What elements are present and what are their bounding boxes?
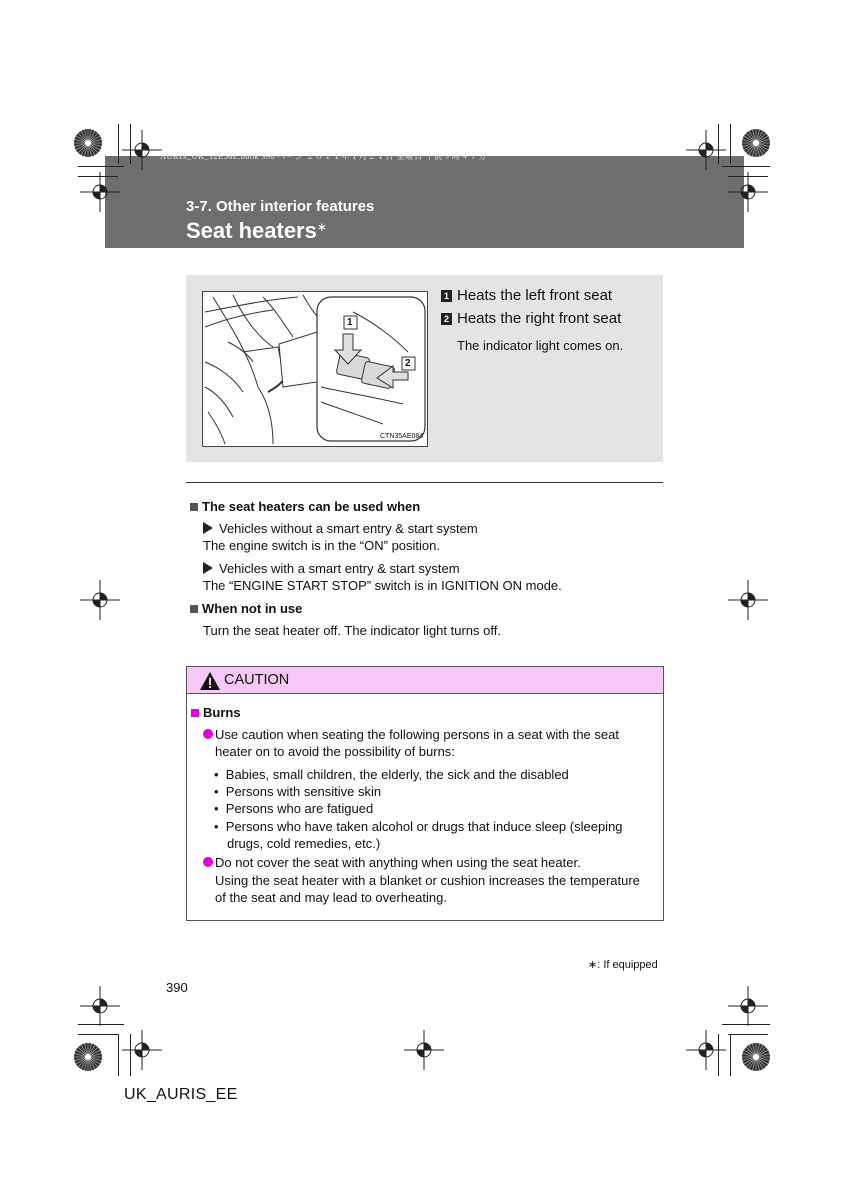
triangle-bullet-icon [203,522,213,534]
legend-text-2: Heats the right front seat [457,310,622,327]
equipped-mark: ∗ [316,220,327,234]
crop-mark [78,1024,124,1025]
legend-item-2 [441,310,621,327]
crop-mark [718,124,719,164]
file-info: AURIS_UK_12E58E.book 390 ページ ２０１１年１月２１日 金曜日 午前９時４７分 [160,151,487,161]
burns-heading [191,705,241,720]
usage-item-2-label [203,561,460,577]
document-code: UK_AURIS_EE [124,1086,238,1103]
crop-mark [118,1034,119,1076]
registration-starburst-icon [73,128,103,158]
registration-crosshair-icon [728,580,768,620]
usage-item-2-label-text: Vehicles with a smart entry & start system [219,561,460,576]
round-bullet-icon [203,729,213,739]
footnote [588,958,658,971]
caution-point-2-line-2: Using the seat heater with a blanket or cushion increases the temperature [215,873,640,888]
callout-2: 2 [405,358,411,369]
caution-list-text-5: drugs, cold remedies, etc.) [227,836,381,851]
page-title-text: Seat heaters [186,218,317,243]
caution-list-text-3: Persons who are fatigued [225,801,374,816]
caution-list-text-2: Persons with sensitive skin [225,784,382,799]
caution-point-2-line-1: Do not cover the seat with anything when using the seat heater. [215,855,581,870]
registration-crosshair-icon [686,130,726,170]
seat-heater-illustration [202,291,428,447]
registration-crosshair-icon [728,986,768,1026]
registration-crosshair-icon [80,172,120,212]
caution-list-item: • Persons with sensitive skin [214,784,382,799]
usage-item-2-text: The “ENGINE START STOP” switch is in IGNITION ON mode. [203,578,562,593]
divider-rule [186,482,663,483]
legend-num-2: 2 [441,313,452,325]
crop-mark [728,1034,768,1035]
registration-crosshair-icon [728,172,768,212]
footnote-text: : If equipped [597,959,658,971]
caution-point-1-line-2: heater on to avoid the possibility of burns: [215,744,455,759]
legend-num-1: 1 [441,290,452,302]
registration-crosshair-icon [404,1030,444,1070]
crop-mark [722,166,770,167]
registration-starburst-icon [73,1042,103,1072]
crop-mark [130,1034,131,1076]
registration-crosshair-icon [122,130,162,170]
indicator-note: The indicator light comes on. [457,338,624,353]
caution-list-text-1: Babies, small children, the elderly, the sick and the disabled [225,767,569,782]
registration-crosshair-icon [80,986,120,1026]
crop-mark [730,1034,731,1076]
footnote-mark: ∗ [588,959,598,971]
image-code: CTN35AE084 [380,433,424,440]
caution-point-2-line-3: of the seat and may lead to overheating. [215,890,447,905]
caution-list-item: • Persons who have taken alcohol or drugs that induce sleep (sleeping [214,819,623,834]
usage-heading [190,499,420,514]
crop-mark [722,1024,770,1025]
callout-1: 1 [347,317,353,328]
caution-point-1-line-1: Use caution when seating the following persons in a seat with the seat [215,727,619,742]
crop-mark [78,176,118,177]
caution-list-item: • Persons who are fatigued [214,801,374,816]
square-bullet-icon [190,503,198,511]
square-bullet-icon [190,605,198,613]
usage-item-1-label [203,521,478,537]
page-title [186,218,327,244]
registration-starburst-icon [741,128,771,158]
not-in-use-text: Turn the seat heater off. The indicator light turns off. [203,623,501,638]
caution-label: CAUTION [224,672,290,688]
not-in-use-heading-text: When not in use [202,601,303,616]
illustration-drawing [203,292,427,446]
caution-list-item: • Babies, small children, the elderly, the sick and the disabled [214,767,569,782]
crop-mark [78,166,124,167]
triangle-bullet-icon [203,562,213,574]
page-number: 390 [166,980,188,995]
crop-mark [130,124,131,164]
round-bullet-icon [203,857,213,867]
registration-crosshair-icon [80,580,120,620]
section-label: 3-7. Other interior features [186,198,375,215]
burns-heading-text: Burns [203,705,241,720]
registration-crosshair-icon [686,1030,726,1070]
crop-mark [728,176,768,177]
warning-triangle-icon [199,671,221,691]
registration-crosshair-icon [122,1030,162,1070]
registration-starburst-icon [741,1042,771,1072]
crop-mark [78,1034,118,1035]
usage-item-1-text: The engine switch is in the “ON” position. [203,538,440,553]
crop-mark [118,124,119,164]
square-bullet-icon [191,709,199,717]
legend-item-1 [441,287,612,304]
not-in-use-heading [190,601,302,616]
legend-text-1: Heats the left front seat [457,287,613,304]
usage-item-1-label-text: Vehicles without a smart entry & start system [219,521,478,536]
crop-mark [730,124,731,164]
crop-mark [718,1034,719,1076]
usage-heading-text: The seat heaters can be used when [202,499,421,514]
caution-list-text-4: Persons who have taken alcohol or drugs that induce sleep (sleeping [225,819,623,834]
